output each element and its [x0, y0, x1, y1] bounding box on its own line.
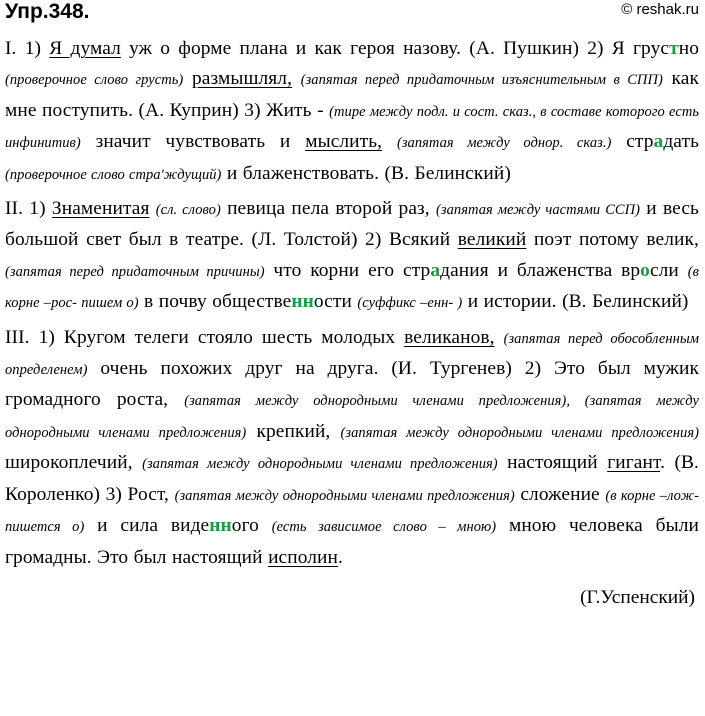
annotation: (в корне –рос- пишем о): [5, 263, 699, 312]
text: и блаженствовать. (В. Белинский): [221, 162, 511, 184]
annotation: (запятая перед придаточным изъяснительным в СПП): [300, 72, 663, 89]
underlined-word: мыслить,: [305, 131, 383, 153]
highlighted-letter: а: [653, 131, 664, 153]
annotation: (запятая между однор. сказ.): [396, 135, 612, 152]
text: но: [678, 38, 699, 59]
text: стр: [611, 131, 654, 153]
underlined-word: исполин: [268, 546, 338, 568]
copyright-label: © reshak.ru: [621, 1, 699, 18]
underlined-word: великий: [457, 229, 527, 251]
annotation: (запятая перед придаточным причины): [5, 263, 265, 280]
text: уж о форме плана и как героя назову. (А. Пушкин) 2) Я грус: [120, 38, 670, 59]
annotation: (в корне –лож- пишется о): [5, 487, 699, 536]
text: певица пела второй раз,: [220, 198, 437, 220]
page-header: [5, 0, 699, 34]
annotation: (запятая между однородными членами предложения): [340, 424, 699, 441]
exercise-title: Упр.348.: [5, 0, 90, 23]
text: . (В. Короленко) 3) Рост,: [5, 452, 699, 505]
text: [495, 327, 504, 348]
text: и весь большой свет был в театре. (Л. Толстой) 2) Всякий: [5, 198, 700, 251]
text: крепкий,: [246, 420, 341, 442]
text: .: [338, 546, 343, 568]
text: и истории. (В. Белинский): [462, 291, 689, 313]
text: I. 1): [5, 38, 50, 59]
text: сли: [649, 259, 688, 281]
text: что корни его стр: [264, 259, 431, 281]
text: поэт потому велик,: [526, 229, 699, 251]
underlined-word: гигант: [607, 452, 661, 474]
text: сложение: [514, 483, 606, 505]
author-signature: (Г.Успенский): [580, 586, 695, 608]
text: широкоплечий,: [5, 452, 143, 474]
annotation: (запятая перед обособленным определенем): [5, 330, 700, 379]
text: ости: [313, 291, 358, 313]
text: ого: [231, 515, 272, 537]
text: очень похожих друг на друга. (И. Тургенев) 2) Это был мужик громадного роста,: [5, 358, 699, 411]
text: в почву обществе: [138, 291, 292, 313]
text: настоящий: [497, 452, 608, 474]
highlighted-letter: т: [669, 38, 679, 59]
annotation: (суффикс –енн- ): [357, 295, 463, 312]
annotation: (запятая между частями ССП): [436, 202, 641, 219]
annotation: (проверочное слово грусть): [5, 72, 184, 89]
text: как мне поступить. (А. Куприн) 3) Жить -: [5, 68, 700, 121]
text: III. 1) Кругом телеги стояло шесть молодых: [5, 326, 405, 348]
highlighted-letter: а: [430, 259, 441, 281]
annotation: (сл. слово): [155, 202, 221, 219]
annotation: (тире между подл. и сост. сказ., в составе которого есть инфинитив): [5, 103, 699, 152]
underlined-word: Знаменитая: [51, 198, 150, 220]
annotation: (запятая между однородными членами предложения): [174, 487, 515, 504]
underlined-word: великанов,: [404, 326, 495, 348]
annotation: (проверочное слово стра'ждущий): [5, 166, 222, 183]
annotation: (запятая между однородными членами предложения): [142, 456, 498, 473]
text: II. 1): [5, 198, 52, 220]
text: и сила виде: [84, 515, 210, 537]
annotation: (запятая между однородными членами предложения), (запятая между однородными членами предложения): [5, 393, 699, 441]
section-1: [5, 34, 699, 190]
text: [183, 68, 192, 89]
text: значит чувствовать и: [80, 131, 306, 153]
text: дать: [663, 131, 700, 153]
text: мною человека были громадны. Это был настоящий: [5, 515, 699, 568]
section-2: [5, 194, 699, 319]
highlighted-letters: нн: [209, 515, 232, 537]
annotation: (есть зависимое слово – мною): [271, 519, 497, 536]
section-3: [5, 323, 699, 573]
text: [382, 131, 397, 152]
highlighted-letters: нн: [291, 291, 314, 313]
text: [292, 68, 301, 89]
highlighted-letter: о: [640, 259, 650, 281]
underlined-word: размышлял,: [191, 68, 293, 90]
underlined-subject-predicate: Я думал: [49, 38, 121, 59]
text: дания и блаженства вр: [440, 259, 641, 281]
